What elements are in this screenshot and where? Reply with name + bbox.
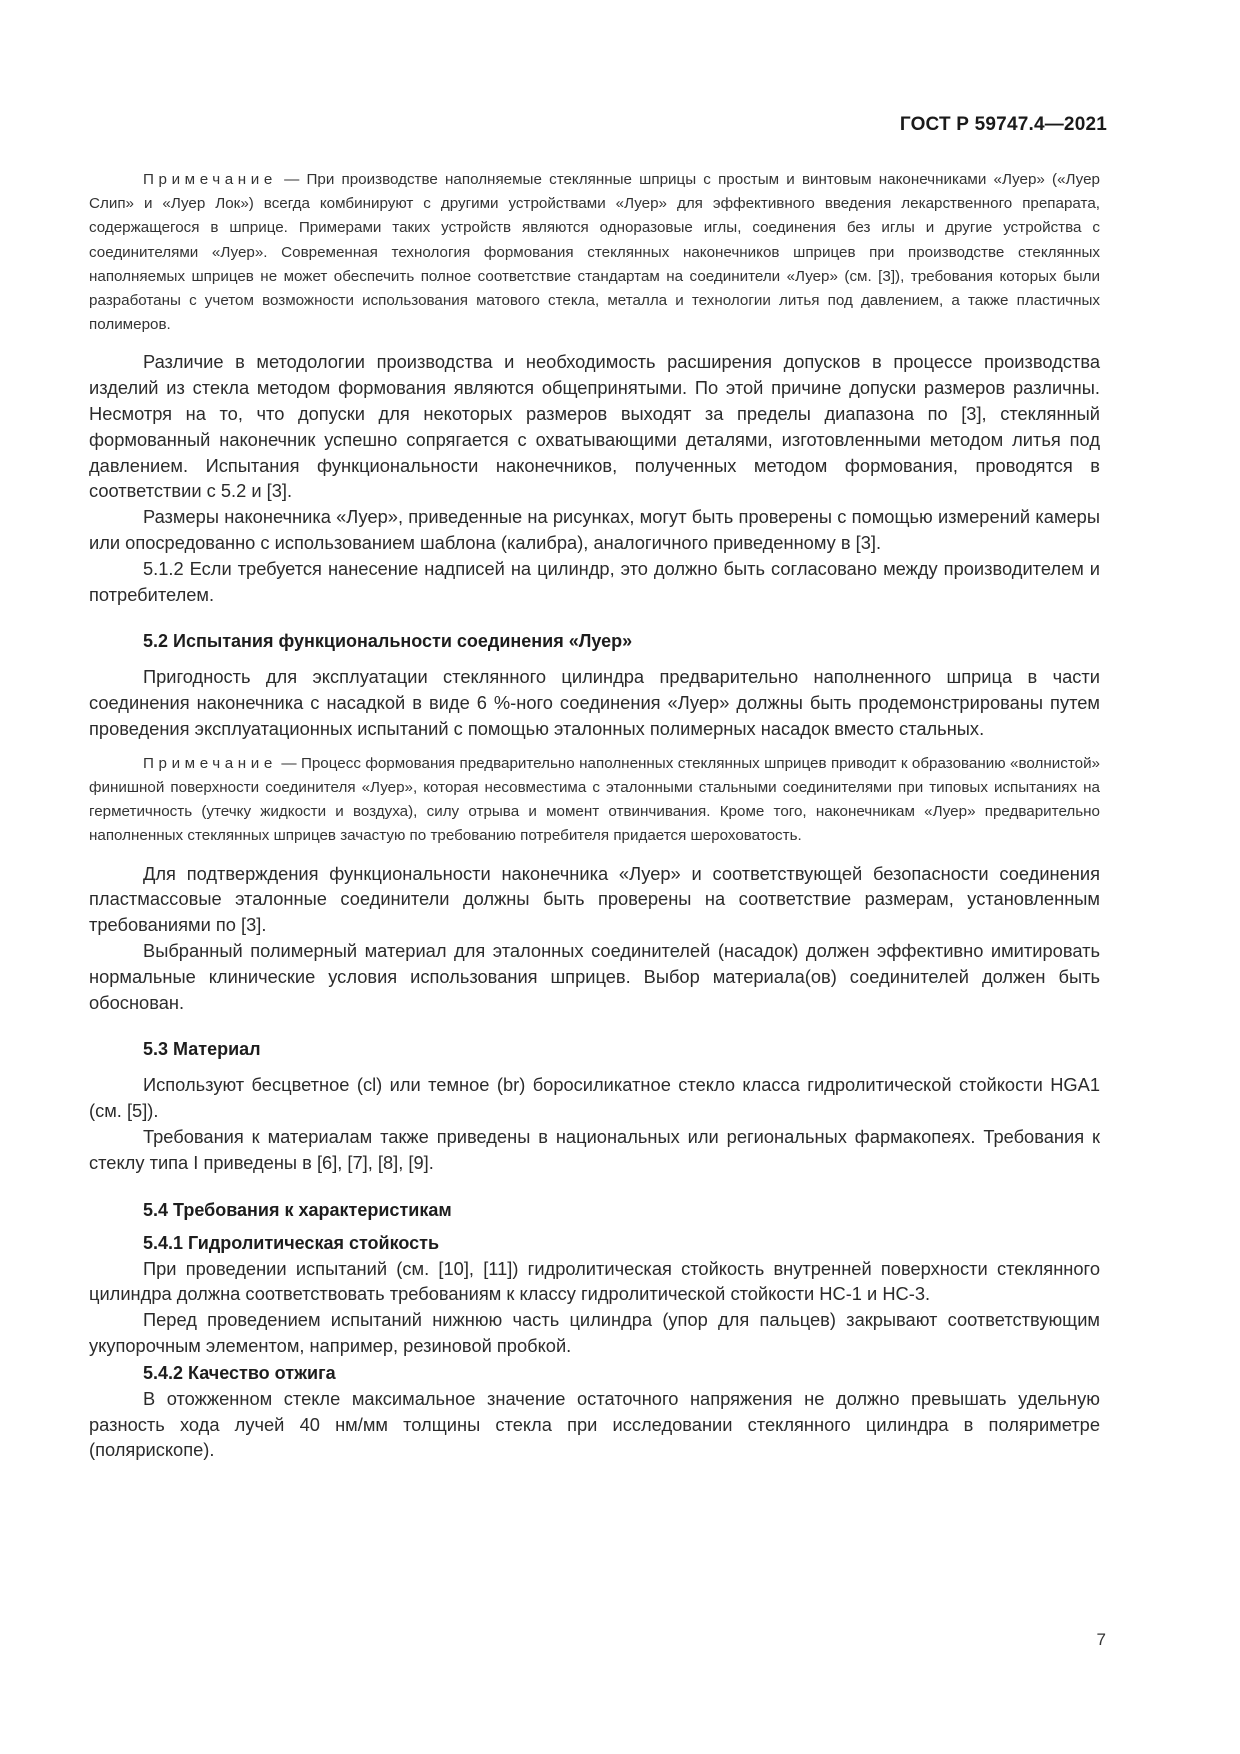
subsection-heading-5-4-2: 5.4.2 Качество отжига [143, 1362, 336, 1383]
body-paragraph: Размеры наконечника «Луер», приведенные на рисунках, могут быть проверены с помощью измерений камеры или опосредованно с использованием шаблона (калибра), аналогичного приведенному в [3]. [89, 506, 1100, 553]
body-paragraph: В отожженном стекле максимальное значение остаточного напряжения не должно превышать удельную разность хода лучей 40 нм/мм толщины стекла при исследовании стеклянного цилиндра в поляриметре (полярископе). [89, 1387, 1100, 1461]
note-label: Примечание [143, 171, 277, 188]
note-text: — Процесс формования предварительно наполненных стеклянных шприцев приводит к образованию «волнистой» финишной поверхности соединителя «Луер», которая несовместима с эталонными стальными соединителями при типовых испытаниях на герметичность (утечку жидкости и воздуха), силу отрыва и момент отвинчивания. Кроме того, наконечникам «Луер» предварительно наполненных стеклянных шприцев зачастую по требованию потребителя придается шероховатость. [89, 754, 1100, 845]
page-content [89, 168, 1100, 1463]
body-paragraph: Выбранный полимерный материал для эталонных соединителей (насадок) должен эффективно имитировать нормальные клинические условия использования шприцев. Выбор материала(ов) соединителей должен быть обоснован. [89, 939, 1100, 1013]
body-paragraph: Используют бесцветное (cl) или темное (br) боросиликатное стекло класса гидролитической стойкости HGA1 (см. [5]). [89, 1074, 1100, 1122]
clause-5-1-2: 5.1.2 Если требуется нанесение надписей на цилиндр, это должно быть согласовано между производителем и потребителем. [89, 557, 1100, 605]
section-heading-5-4: 5.4 Требования к характеристикам [143, 1199, 452, 1220]
section-heading-5-2: 5.2 Испытания функциональности соединения «Луер» [143, 631, 633, 652]
note-paragraph [89, 752, 1100, 849]
subsection-heading-5-4-1: 5.4.1 Гидролитическая стойкость [143, 1232, 440, 1253]
page-number: 7 [1096, 1630, 1106, 1649]
document-designation: ГОСТ Р 59747.4—2021 [899, 114, 1107, 135]
body-paragraph: Пригодность для эксплуатации стеклянного цилиндра предварительно наполненного шприца в части соединения наконечника с насадкой в виде 6 %-ного соединения «Луер» должны быть продемонстрированы путем проведения эксплуатационных испытаний с помощью эталонных полимерных насадок вместо стальных. [89, 666, 1100, 739]
body-paragraph: Требования к материалам также приведены в национальных или региональных фармакопеях. Требования к стеклу типа I приведены в [6], [7], [8], [9]. [89, 1125, 1100, 1173]
note-text: — При производстве наполняемые стеклянные шприцы с простым и винтовым наконечниками «Луер» («Луер Слип» и «Луер Лок») всегда комбинируют с другими устройствами «Луер» для эффективного введения лекарственного препарата, содержащегося в шприце. Примерами таких устройств являются одноразовые иглы, соединения без иглы и другие устройства с соединителями «Луер». Современная технология формования стеклянных наконечников шприцев при производстве стеклянных наполняемых шприцев не может обеспечить полное соответствие стандартам на соединители «Луер» (см. [3]), требования которых были разработаны с учетом возможности использования матового стекла, металла и технологии литья под давлением, а также пластичных полимеров. [89, 171, 1100, 334]
note-label: Примечание [143, 754, 277, 772]
body-paragraph: Перед проведением испытаний нижнюю часть цилиндра (упор для пальцев) закрывают соответствующим укупорочным элементом, например, резиновой пробкой. [89, 1309, 1100, 1356]
note-paragraph [89, 168, 1100, 337]
body-paragraph: Для подтверждения функциональности наконечника «Луер» и соответствующей безопасности соединения пластмассовые эталонные соединители должны быть проверены на соответствие размерам, установленным требованиями по [3]. [89, 862, 1100, 936]
section-heading-5-3: 5.3 Материал [143, 1039, 261, 1060]
body-paragraph: Различие в методологии производства и необходимость расширения допусков в процессе производства изделий из стекла методом формования являются общепринятыми. По этой причине допуски размеров различны. Несмотря на то, что допуски для некоторых размеров выходят за пределы диапазона по [3], стеклянный формованный наконечник успешно сопрягается с охватывающими деталями, изготовленными методом литья под давлением. Испытания функциональности наконечников, полученных методом формования, проводятся в соответствии с 5.2 и [3]. [89, 351, 1100, 502]
body-paragraph: При проведении испытаний (см. [10], [11]) гидролитическая стойкость внутренней поверхности стеклянного цилиндра должна соответствовать требованиям к классу гидролитической стойкости HC-1 и HC-3. [89, 1257, 1100, 1305]
